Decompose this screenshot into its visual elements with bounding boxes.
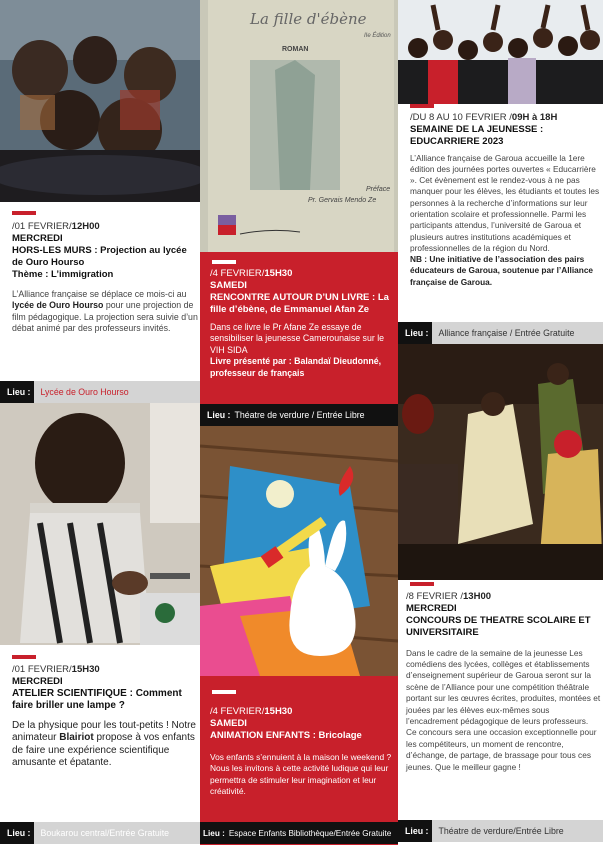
panel-educarriere [398,104,603,344]
book-title: La fille d'ébène [250,10,367,28]
panel-theatre-concours [398,580,603,845]
event-description: L’Alliance française se déplace ce mois-ci au lycée de Ouro Hourso pour une projection de film pédagogique. La projection sera suivie d’un débat animé par des professeurs invités. [12,288,198,334]
event-headline: HORS-LES MURS : Projection au lycée de Ouro Hourso [12,244,187,268]
event-block-hors-les-murs [12,221,198,335]
event-description: Dans ce livre le Pr Afane Ze essaye de sensibiliser la jeunesse Camerounaise sur le VIH SIDA [210,321,385,355]
event-description: L’Alliance française de Garoua accueille la 1ere édition des journées portes ouvertes « Educarrière ». Cet évènement est le rendez-vous à ne pas manquer pour les élèves, les étudiants et toutes les personnes à la recherche d’informations sur leur orientation scolaire et professionnelle. Parmi les participants attendus, l’université de Garoua et plusieurs autres institutions académiques et professionnelles de la région du Nord. [410,152,600,253]
event-headline: SEMAINE DE LA JEUNESSE : EDUCARRIERE 2023 [410,123,544,147]
location-value: Lycée de Ouro Hourso [34,381,200,403]
event-date: /4 FEVRIER/15H30 [210,706,293,717]
event-headline: CONCOURS DE THEATRE SCOLAIRE ET UNIVERSITAIRE [406,614,591,638]
event-date: /4 FEVRIER/15H30 [210,268,293,279]
red-panel-rencontre [200,252,398,426]
book-roman: ROMAN [282,46,309,53]
location-label: Lieu : [398,322,432,344]
accent-bar [410,104,434,108]
event-description: Vos enfants s’ennuient à la maison le weekend ? Nous les invitons à cette activité ludique qui leur permettra de stimuler leur imagination et leur créativité. [210,751,392,797]
location-label: Lieu : [0,381,34,403]
event-location [200,822,398,844]
event-location [398,820,603,842]
accent-bar [12,655,36,659]
event-presenter: Livre présenté par : Balandaï Dieudonné, professeur de français [210,356,382,378]
migrants-boat-photo [0,0,200,202]
event-date: /01 FEVRIER/15H30 [12,664,100,675]
accent-bar [410,582,434,586]
event-location [0,822,200,844]
event-block-atelier [12,664,198,770]
location-value: Théatre de verdure / Entrée Libre [234,404,398,426]
event-location [200,404,398,426]
event-block-animation [210,706,392,798]
craft-paper-photo [200,426,398,676]
event-date: /8 FEVRIER /13H00 [406,591,492,602]
location-value: Espace Enfants Bibliothèque/Entrée Gratuite [229,822,398,844]
accent-bar [212,690,236,694]
theatre-performance-photo [398,344,603,580]
location-label: Lieu : [398,820,432,842]
event-day: MERCREDI [12,675,63,687]
book-cover-photo [200,0,398,252]
accent-bar [212,260,236,264]
event-location [398,322,603,344]
location-label: Lieu : [0,822,34,844]
event-headline: ATELIER SCIENTIFIQUE : Comment faire briller une lampe ? [12,687,182,711]
event-block-educarriere [410,112,600,288]
book-edition: IIe Édition [364,33,391,39]
event-note: NB : Une initiative de l’association des pairs éducateurs de Garoua, soutenue par l’Alliance française de Garoua. [410,254,594,287]
event-description: Dans le cadre de la semaine de la jeunesse Les comédiens des lycées, collèges et établissements d’enseignement supérieur de Garoua seront sur la scène de l’Alliance pour une compétition théâtrale portant sur les œuvres écrites, produites, montées et jouées par les élèves eux-mêmes sous l’encadrement pédagogique de leurs professeurs. Ce concours sera une occasion exceptionnelle pour les compétiteurs, un moment de rencontre, d’échange, de partage, de brassage pour tous ces jeunes. Que le meilleur gagne ! [406,647,601,772]
event-block-rencontre [210,268,392,379]
event-headline: RENCONTRE AUTOUR D’UN LIVRE : La fille d’ébène, de Emmanuel Afan Ze [210,291,389,315]
location-value: Alliance française / Entrée Gratuite [432,322,603,344]
event-headline: ANIMATION ENFANTS : Bricolage [210,729,362,741]
location-label: Lieu : [200,822,229,844]
accent-bar [12,211,36,215]
location-value: Théatre de verdure/Entrée Libre [432,820,603,842]
event-date: /DU 8 AU 10 FEVRIER /09H à 18H [410,112,558,123]
book-preface: Préface [366,186,391,193]
book-preface-author: Pr. Gervais Mendo Ze [308,197,377,204]
child-science-photo [0,403,200,645]
event-theme: Thème : L’immigration [12,268,114,280]
event-block-concours [406,591,601,773]
location-label: Lieu : [200,404,234,426]
event-day: SAMEDI [210,717,247,729]
youth-crowd-photo [398,0,603,104]
event-day: MERCREDI [406,602,457,614]
event-date: /01 FEVRIER/12H00 [12,221,100,232]
location-value: Boukarou central/Entrée Gratuite [34,822,200,844]
event-description: De la physique pour les tout-petits ! Notre animateur Blairiot propose à vos enfants de faire une expérience scientifique amusante et épatante. [12,719,196,768]
red-panel-animation [200,676,398,845]
event-day: MERCREDI [12,232,63,244]
event-location [0,381,200,403]
event-day: SAMEDI [210,279,247,291]
